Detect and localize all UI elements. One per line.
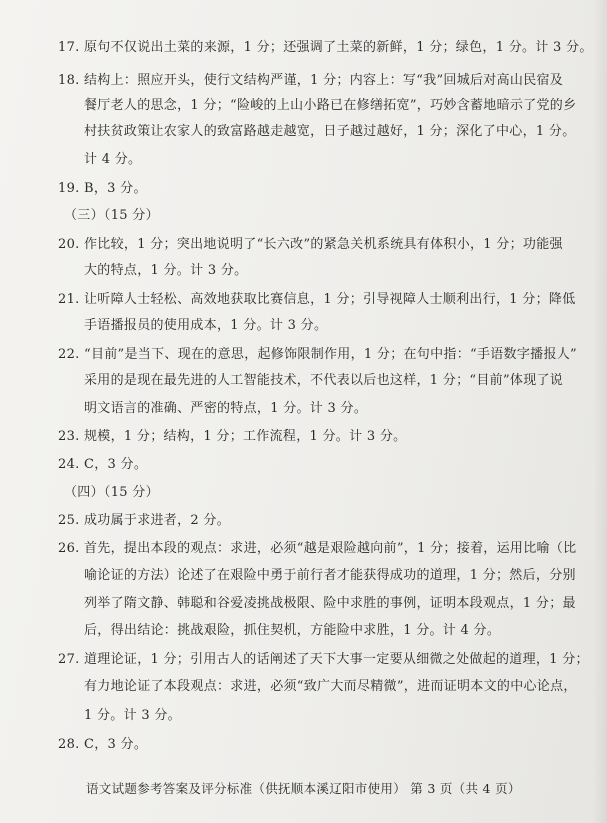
answer-21: 21. 让听障人士轻松、高效地获取比赛信息，1 分；引导视障人士顺利出行，1 分；降低 xyxy=(58,292,576,307)
answer-27: 27. 道理论证，1 分；引用古人的话阐述了天下大事一定要从细微之处做起的道理，1 分； xyxy=(58,652,589,667)
answer-28: 28. C，3 分。 xyxy=(58,737,148,752)
answer-27-line-3: 1 分。计 3 分。 xyxy=(84,708,181,723)
answer-26-line-3: 列举了隋文静、韩聪和谷爱凌挑战极限、险中求胜的事例，证明本段观点，1 分；最 xyxy=(84,596,576,611)
answer-18-line-3: 村扶贫政策让农家人的致富路越走越宽，日子越过越好，1 分；深化了中心，1 分。 xyxy=(84,124,576,139)
answer-21-line-2: 手语播报员的使用成本，1 分。计 3 分。 xyxy=(84,318,328,333)
answer-26: 26. 首先，提出本段的观点：求进，必须“越是艰险越向前”，1 分；接着，运用比喻（比 xyxy=(58,541,577,556)
answer-22: 22. “目前”是当下、现在的意思，起修饰限制作用，1 分；在句中指：“手语数字播报人” xyxy=(58,347,577,362)
answer-26-line-2: 喻论证的方法）论述了在艰险中勇于前行者才能获得成功的道理，1 分；然后，分别 xyxy=(84,568,576,583)
answer-18: 18. 结构上：照应开头，使行文结构严谨，1 分；内容上：写“我”回城后对高山民宿及 xyxy=(58,73,564,88)
answer-23: 23. 规模，1 分；结构，1 分；工作流程，1 分。计 3 分。 xyxy=(58,429,407,444)
answer-19: 19. B，3 分。 xyxy=(58,181,147,196)
answer-18-line-2: 餐厅老人的思念，1 分；“险峻的上山小路已在修缮拓宽”，巧妙含蓄地暗示了党的乡 xyxy=(84,98,577,113)
page-footer: 语文试题参考答案及评分标准（供抚顺本溪辽阳市使用） 第 3 页（共 4 页） xyxy=(86,781,521,796)
answer-20-line-2: 大的特点，1 分。计 3 分。 xyxy=(84,263,248,278)
answer-22-line-2: 采用的是现在最先进的人工智能技术，不代表以后也这样，1 分；“目前”体现了说 xyxy=(84,373,564,388)
answer-17: 17. 原句不仅说出土菜的来源，1 分；还强调了土菜的新鲜，1 分；绿色，1 分。计 3 分。 xyxy=(58,40,593,55)
answer-18-line-4: 计 4 分。 xyxy=(84,152,142,167)
page-edge-shadow xyxy=(593,0,607,823)
section-3-heading: （三）（15 分） xyxy=(64,208,159,223)
answer-20: 20. 作比较，1 分；突出地说明了“长六改”的紧急关机系统具有体积小，1 分；功能强 xyxy=(58,237,563,252)
answer-26-line-4: 后，得出结论：挑战艰险，抓住契机，方能险中求胜，1 分。计 4 分。 xyxy=(84,623,501,638)
answer-25: 25. 成功属于求进者，2 分。 xyxy=(58,513,231,528)
section-4-heading: （四）（15 分） xyxy=(64,485,159,500)
answer-27-line-2: 有力地论证了本段观点：求进，必须“致广大而尽精微”，进而证明本文的中心论点， xyxy=(84,679,577,694)
answer-24: 24. C，3 分。 xyxy=(58,457,148,472)
answer-22-line-3: 明文语言的准确、严密的特点，1 分。计 3 分。 xyxy=(84,401,368,416)
